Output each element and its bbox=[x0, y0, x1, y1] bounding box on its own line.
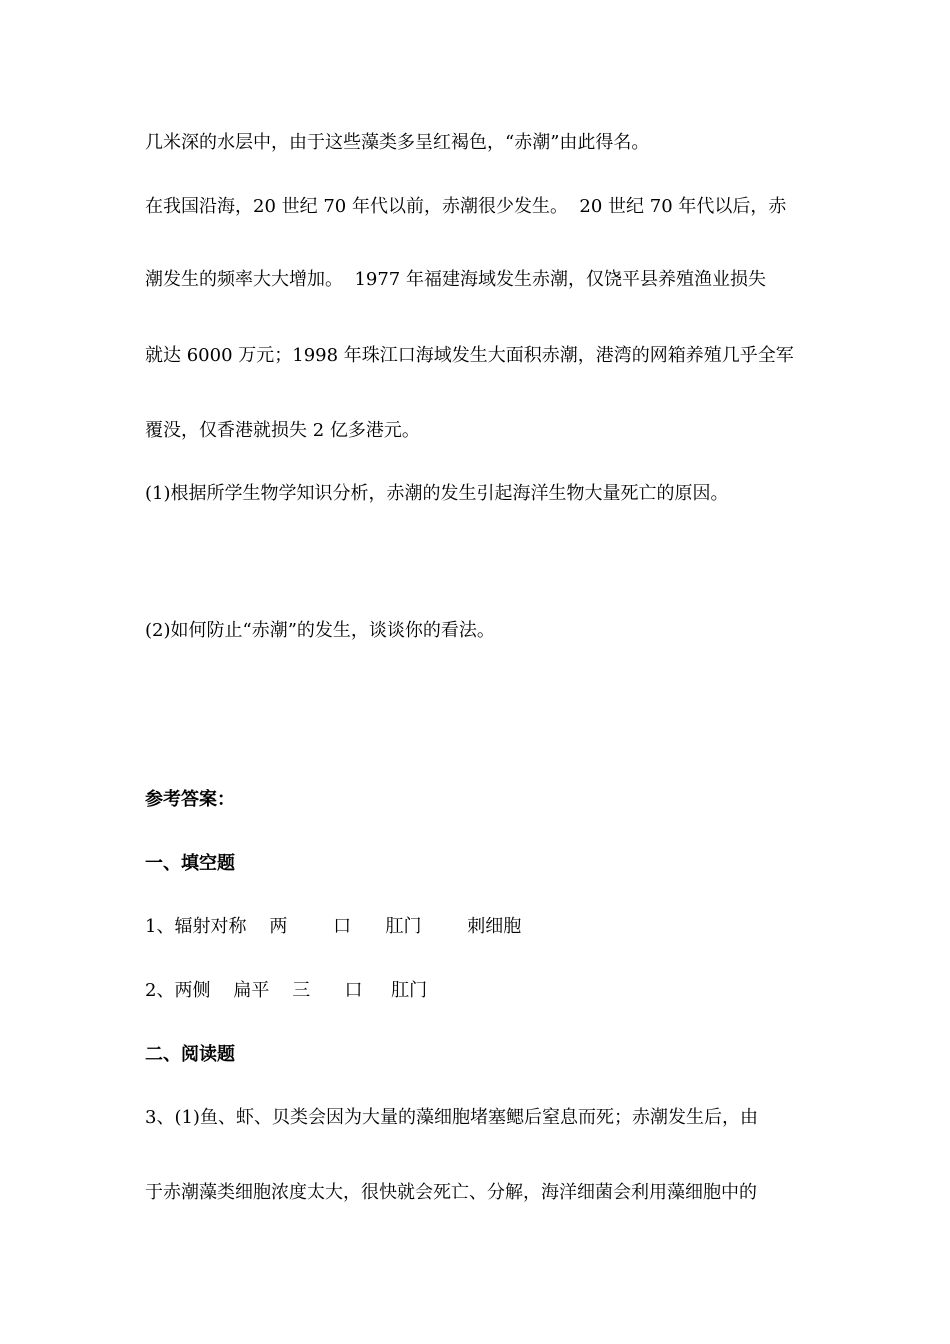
section-fill-blank-title: 一、填空题 bbox=[145, 853, 235, 874]
question-1: (1)根据所学生物学知识分析，赤潮的发生引起海洋生物大量死亡的原因。 bbox=[145, 483, 729, 504]
passage-line-5: 覆没，仅香港就损失 2 亿多港元。 bbox=[145, 420, 420, 441]
passage-line-2: 在我国沿海，20 世纪 70 年代以前，赤潮很少发生。 20 世纪 70 年代以后，赤 bbox=[145, 196, 787, 217]
answer-item-3-line-1: 3、(1)鱼、虾、贝类会因为大量的藻细胞堵塞鳃后窒息而死；赤潮发生后，由 bbox=[145, 1107, 758, 1128]
passage-line-3: 潮发生的频率大大增加。 1977 年福建海域发生赤潮，仅饶平县养殖渔业损失 bbox=[145, 269, 766, 290]
answer-item-1: 1、辐射对称 两 口 肛门 刺细胞 bbox=[145, 916, 522, 937]
passage-line-4: 就达 6000 万元；1998 年珠江口海域发生大面积赤潮，港湾的网箱养殖几乎全军 bbox=[145, 345, 794, 366]
answers-heading: 参考答案： bbox=[145, 789, 235, 810]
question-2: (2)如何防止“赤潮”的发生，谈谈你的看法。 bbox=[145, 620, 495, 641]
answer-item-2: 2、两侧 扁平 三 口 肛门 bbox=[145, 980, 428, 1001]
section-reading-title: 二、阅读题 bbox=[145, 1044, 235, 1065]
answer-item-3-line-2: 于赤潮藻类细胞浓度太大，很快就会死亡、分解，海洋细菌会利用藻细胞中的 bbox=[145, 1182, 757, 1203]
passage-line-1: 几米深的水层中，由于这些藻类多呈红褐色，“赤潮”由此得名。 bbox=[145, 132, 650, 153]
